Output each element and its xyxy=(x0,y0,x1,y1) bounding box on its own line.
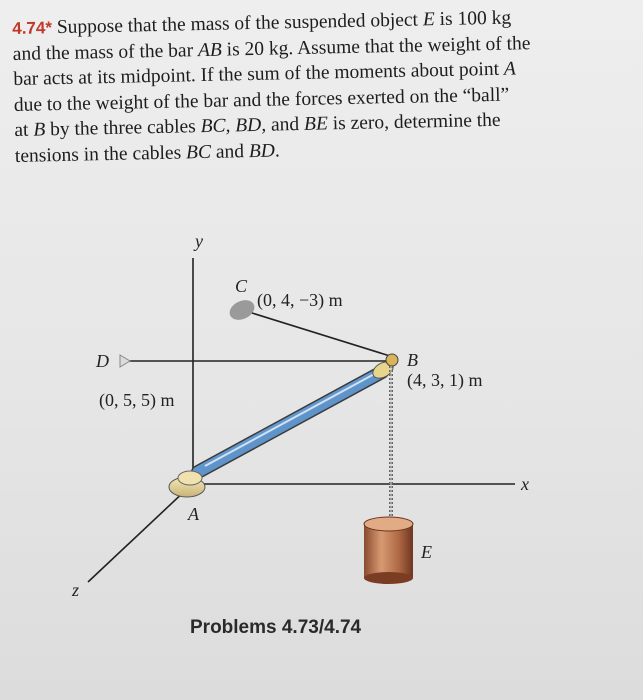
anchor-D xyxy=(120,355,130,367)
socket-A-top xyxy=(178,471,202,485)
cable-BC xyxy=(252,313,390,356)
problem-line-6: tensions in the cables BC and BD. xyxy=(14,139,280,167)
problem-line-1: 4.74* Suppose that the mass of the suspended object E is 100 kg xyxy=(12,7,512,39)
point-C-label: C xyxy=(235,276,248,296)
bar-AB-highlight xyxy=(205,372,378,466)
z-axis-label: z xyxy=(72,580,80,600)
point-D-coords: (0, 5, 5) m xyxy=(99,390,175,410)
point-D-label: D xyxy=(96,351,109,371)
anchor-C xyxy=(226,296,257,323)
y-axis-label: y xyxy=(195,231,203,251)
mass-E-label: E xyxy=(421,542,432,562)
figure-caption: Problems 4.73/4.74 xyxy=(190,617,362,638)
mass-E-bottom xyxy=(364,572,413,584)
ball-B xyxy=(386,354,398,366)
point-B-label: B xyxy=(407,350,418,370)
point-C-coords: (0, 4, −3) m xyxy=(257,290,343,310)
x-axis-label: x xyxy=(521,474,529,494)
problem-number: 4.74* xyxy=(12,18,53,38)
mass-E-body xyxy=(364,524,413,578)
problem-line-4: due to the weight of the bar and the forces exerted on the “ball” xyxy=(13,84,510,116)
problem-line-2: and the mass of the bar AB is 20 kg. Assume that the weight of the xyxy=(12,32,531,65)
bar-AB xyxy=(198,372,382,472)
problem-line-5: at B by the three cables BC, BD, and BE is zero, determine the xyxy=(14,109,501,141)
problem-line-3: bar acts at its midpoint. If the sum of the moments about point A xyxy=(13,58,517,90)
mass-E-top xyxy=(364,517,413,531)
point-B-coords: (4, 3, 1) m xyxy=(407,370,483,390)
z-axis xyxy=(88,488,188,582)
point-A-label: A xyxy=(188,504,199,524)
